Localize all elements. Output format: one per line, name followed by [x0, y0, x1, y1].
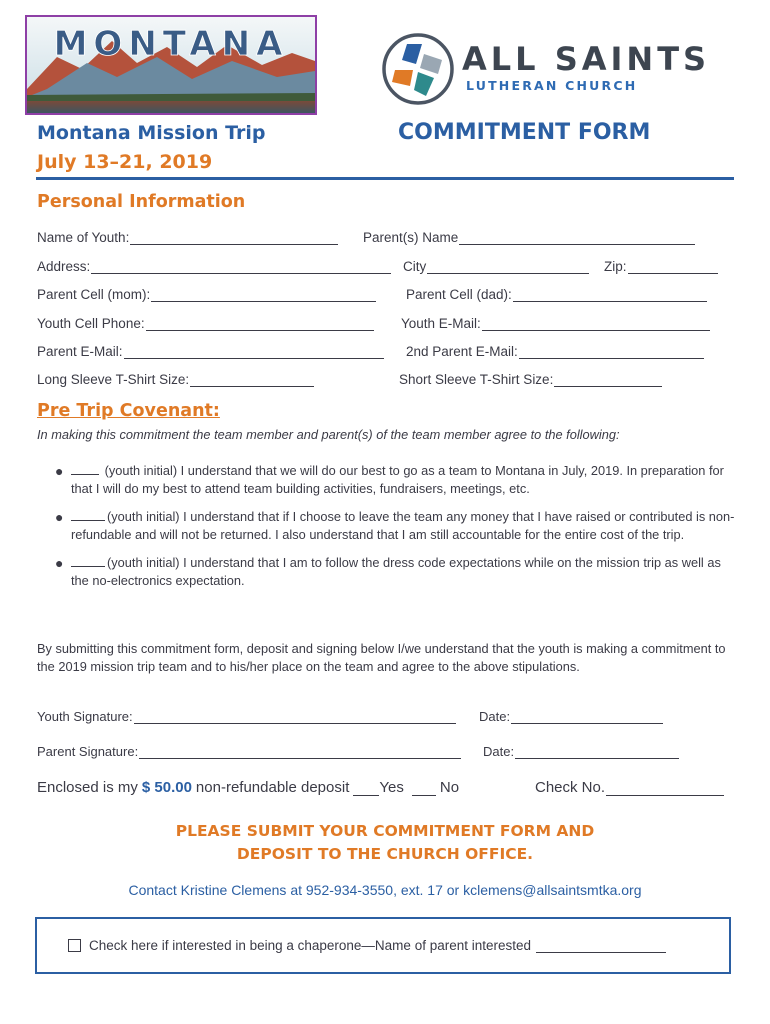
- header-divider: [36, 177, 734, 180]
- initial-line[interactable]: [71, 554, 105, 567]
- city-label: City: [403, 259, 427, 274]
- dad-cell-line[interactable]: [513, 289, 707, 302]
- deposit-yes-label: Yes: [379, 779, 404, 796]
- initial-line[interactable]: [71, 462, 99, 475]
- youth-email-line[interactable]: [482, 318, 710, 331]
- parent-signature-line[interactable]: [139, 746, 461, 759]
- covenant-item-text: (youth initial) I understand that I am to follow the dress code expectations while on the mission trip as well as the no-electronics expectation.: [71, 555, 721, 588]
- chaperone-name-line[interactable]: [536, 940, 666, 953]
- long-sleeve-line[interactable]: [190, 374, 314, 387]
- initial-line[interactable]: [71, 508, 105, 521]
- check-number-line[interactable]: [606, 783, 724, 796]
- bullet-icon: ●: [55, 555, 64, 571]
- covenant-item: [37, 462, 737, 498]
- dad-cell-field[interactable]: [406, 287, 707, 302]
- personal-info-heading: Personal Information: [37, 192, 246, 212]
- youth-cell-line[interactable]: [146, 318, 374, 331]
- submit-notice: [0, 820, 770, 866]
- youth-cell-field[interactable]: [37, 316, 374, 331]
- chaperone-field[interactable]: [89, 938, 666, 953]
- deposit-no-label: No: [439, 779, 460, 796]
- parent-signature-label: Parent Signature:: [37, 744, 139, 759]
- youth-email-label: Youth E-Mail:: [401, 316, 481, 331]
- cross-logo-icon: [380, 30, 456, 108]
- youth-signature-label: Youth Signature:: [37, 709, 133, 724]
- covenant-item: [37, 508, 737, 544]
- address-field[interactable]: [37, 259, 391, 274]
- youth-cell-label: Youth Cell Phone:: [37, 316, 145, 331]
- youth-date-field[interactable]: [479, 709, 663, 724]
- mom-cell-field[interactable]: [37, 287, 376, 302]
- church-logo: [378, 28, 718, 112]
- parent-email-line[interactable]: [124, 346, 384, 359]
- parent-name-field[interactable]: [363, 230, 695, 245]
- form-title: COMMITMENT FORM: [398, 120, 651, 145]
- short-sleeve-label: Short Sleeve T-Shirt Size:: [399, 372, 554, 387]
- youth-email-field[interactable]: [401, 316, 710, 331]
- parent-name-label: Parent(s) Name: [363, 230, 459, 245]
- youth-signature-field[interactable]: [37, 709, 456, 724]
- youth-name-line[interactable]: [130, 232, 338, 245]
- trip-dates: July 13–21, 2019: [37, 151, 213, 173]
- contact-info: Contact Kristine Clemens at 952-934-3550, ext. 17 or kclemens@allsaintsmtka.org: [128, 882, 642, 898]
- deposit-yes-line[interactable]: [353, 783, 379, 796]
- youth-date-label: Date:: [479, 709, 511, 724]
- address-line[interactable]: [91, 261, 391, 274]
- check-number-field[interactable]: [535, 779, 724, 796]
- deposit-suffix: non-refundable deposit: [195, 779, 350, 796]
- montana-banner-image: [25, 15, 317, 115]
- parent-email-field[interactable]: [37, 344, 384, 359]
- youth-date-line[interactable]: [511, 711, 663, 724]
- submit-notice-line-1: PLEASE SUBMIT YOUR COMMITMENT FORM AND: [175, 822, 595, 840]
- parent-signature-field[interactable]: [37, 744, 461, 759]
- deposit-line: [37, 779, 459, 796]
- covenant-heading: Pre Trip Covenant:: [37, 401, 220, 421]
- covenant-item: [37, 554, 737, 590]
- bullet-icon: ●: [55, 509, 64, 525]
- parent-date-line[interactable]: [515, 746, 679, 759]
- second-parent-email-field[interactable]: [406, 344, 704, 359]
- bullet-icon: ●: [55, 463, 64, 479]
- zip-label: Zip:: [604, 259, 627, 274]
- youth-name-label: Name of Youth:: [37, 230, 130, 245]
- address-label: Address:: [37, 259, 91, 274]
- parent-date-field[interactable]: [483, 744, 679, 759]
- covenant-intro: In making this commitment the team member and parent(s) of the team member agree to the following:: [37, 427, 620, 442]
- submit-notice-line-2: DEPOSIT TO THE CHURCH OFFICE.: [236, 845, 534, 863]
- banner-title: MONTANA: [53, 24, 289, 64]
- commitment-statement: By submitting this commitment form, deposit and signing below I/we understand that the youth is making a commitment to the 2019 mission trip team and to his/her place on the team and agree to the above stipulations.: [37, 641, 726, 674]
- zip-field[interactable]: [604, 259, 718, 274]
- short-sleeve-line[interactable]: [554, 374, 662, 387]
- deposit-no-line[interactable]: [412, 783, 436, 796]
- covenant-item-text: (youth initial) I understand that if I choose to leave the team any money that I have raised or contributed is non-refundable and will not be returned. I also understand that I am still accountable for the entire cost of the trip.: [71, 509, 735, 542]
- parent-date-label: Date:: [483, 744, 515, 759]
- deposit-prefix: Enclosed is my: [37, 779, 138, 796]
- second-parent-email-line[interactable]: [519, 346, 704, 359]
- dad-cell-label: Parent Cell (dad):: [406, 287, 512, 302]
- deposit-amount: $ 50.00: [141, 779, 192, 796]
- second-parent-email-label: 2nd Parent E-Mail:: [406, 344, 518, 359]
- city-line[interactable]: [427, 261, 589, 274]
- chaperone-checkbox[interactable]: [68, 939, 81, 952]
- check-number-label: Check No.: [535, 779, 606, 796]
- covenant-list: [37, 462, 737, 600]
- short-sleeve-size-field[interactable]: [399, 372, 662, 387]
- youth-signature-line[interactable]: [134, 711, 456, 724]
- city-field[interactable]: [403, 259, 589, 274]
- mom-cell-line[interactable]: [151, 289, 376, 302]
- covenant-item-text: (youth initial) I understand that we will do our best to go as a team to Montana in July, 2019. In preparation for that I will do my best to attend team building activities, fundraisers, meetings, etc.: [71, 463, 724, 496]
- church-subtitle: LUTHERAN CHURCH: [466, 78, 638, 93]
- chaperone-box: [35, 917, 731, 974]
- trip-title: Montana Mission Trip: [37, 122, 266, 144]
- parent-name-line[interactable]: [459, 232, 695, 245]
- zip-line[interactable]: [628, 261, 718, 274]
- mom-cell-label: Parent Cell (mom):: [37, 287, 151, 302]
- parent-email-label: Parent E-Mail:: [37, 344, 123, 359]
- youth-name-field[interactable]: [37, 230, 338, 245]
- church-name: ALL SAINTS: [462, 40, 711, 78]
- chaperone-label: Check here if interested in being a chaperone—Name of parent interested: [89, 938, 532, 953]
- long-sleeve-size-field[interactable]: [37, 372, 314, 387]
- long-sleeve-label: Long Sleeve T-Shirt Size:: [37, 372, 190, 387]
